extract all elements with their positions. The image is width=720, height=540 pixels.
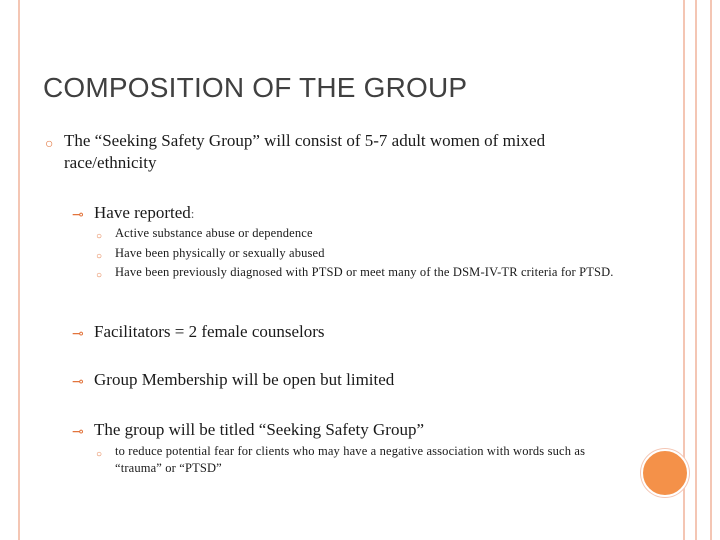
slide-frame-line <box>695 0 697 540</box>
main-bullet-text: The “Seeking Safety Group” will consist of 5-7 adult women of mixed race/ethnicity <box>64 131 546 172</box>
dash-bullet-icon: ⊸ <box>72 327 84 342</box>
decorative-circle <box>641 449 689 497</box>
slide-title: COMPOSITION OF THE GROUP <box>43 72 468 103</box>
reported-label: Have reported: <box>94 203 195 222</box>
slide-frame-line <box>710 0 712 540</box>
reported-item-text: Active substance abuse or dependence <box>115 226 313 240</box>
titled-text: The group will be titled “Seeking Safety Group” <box>94 420 424 439</box>
dash-bullet-icon: ⊸ <box>72 208 84 223</box>
facilitators-text: Facilitators = 2 female counselors <box>94 322 325 341</box>
circle-bullet-icon: ○ <box>96 270 103 281</box>
dash-bullet-icon: ⊸ <box>72 375 84 390</box>
reported-item-text: Have been physically or sexually abused <box>115 246 325 260</box>
circle-bullet-icon: ○ <box>96 449 103 460</box>
dash-bullet-icon: ⊸ <box>72 425 84 440</box>
circle-bullet-icon: ○ <box>96 231 103 242</box>
circle-bullet-icon: ○ <box>45 137 54 152</box>
circle-bullet-icon: ○ <box>96 251 103 262</box>
titled-sub-text: to reduce potential fear for clients who may have a negative association with words such as “trauma” or “PTSD” <box>115 444 586 475</box>
membership-text: Group Membership will be open but limited <box>94 370 395 389</box>
reported-item-text: Have been previously diagnosed with PTSD or meet many of the DSM-IV-TR criteria for PTSD. <box>115 265 614 279</box>
